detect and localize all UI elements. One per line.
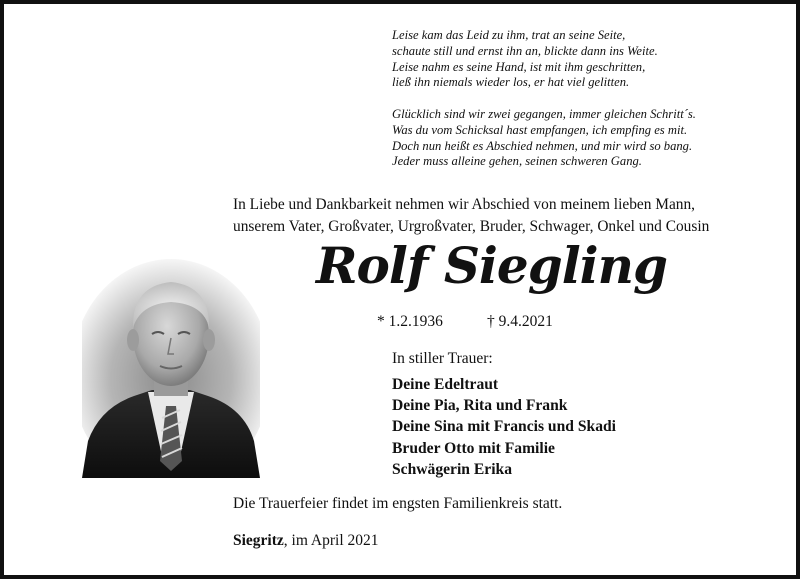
closing-date: , im April 2021 [283,532,379,549]
ear-right [203,329,215,351]
poem-line: Leise kam das Leid zu ihm, trat an seine Seite, [392,28,626,42]
birth-date: * 1.2.1936 [377,313,443,330]
mourner-name: Deine Pia, Rita und Frank [392,397,568,415]
closing-line [233,532,379,550]
closing-place: Siegritz [233,532,284,549]
death-date: † 9.4.2021 [487,313,553,330]
poem-line: Jeder muss alleine gehen, seinen schweren Gang. [392,154,642,169]
mourners-list [392,374,616,480]
poem-line: Glücklich sind wir zwei gegangen, immer gleichen Schritt´s. [392,107,696,121]
deceased-name: Rolf Siegling [316,236,667,295]
intro-text [233,194,709,238]
mourning-label: In stiller Trauer: [392,350,493,367]
intro-line: In Liebe und Dankbarkeit nehmen wir Abschied von meinem lieben Mann, [233,196,696,213]
poem-line: Doch nun heißt es Abschied nehmen, und mir wird so bang. [392,138,693,153]
funeral-note: Die Trauerfeier findet im engsten Familienkreis statt. [233,495,563,512]
mourner-name: Deine Edeltraut [392,376,499,393]
poem-stanza-2 [392,107,696,170]
intro-line: unserem Vater, Großvater, Urgroßvater, Bruder, Schwager, Onkel und Cousin [233,218,710,235]
poem-line: Was du vom Schicksal hast empfangen, ich empfing es mit. [392,122,688,137]
ear-left [127,329,139,351]
mourner-name: Schwägerin Erika [392,460,512,478]
mourner-name: Bruder Otto mit Familie [392,439,555,457]
poem-line: schaute still und ernst ihn an, blickte dann ins Weite. [392,43,658,58]
poem-stanza-1 [392,28,658,91]
poem-line: ließ ihn niemals wieder los, er hat viel gelitten. [392,75,630,90]
poem-line: Leise nahm es seine Hand, ist mit ihm geschritten, [392,59,646,74]
portrait-photo [82,256,260,478]
mourner-name: Deine Sina mit Francis und Skadi [392,418,616,436]
